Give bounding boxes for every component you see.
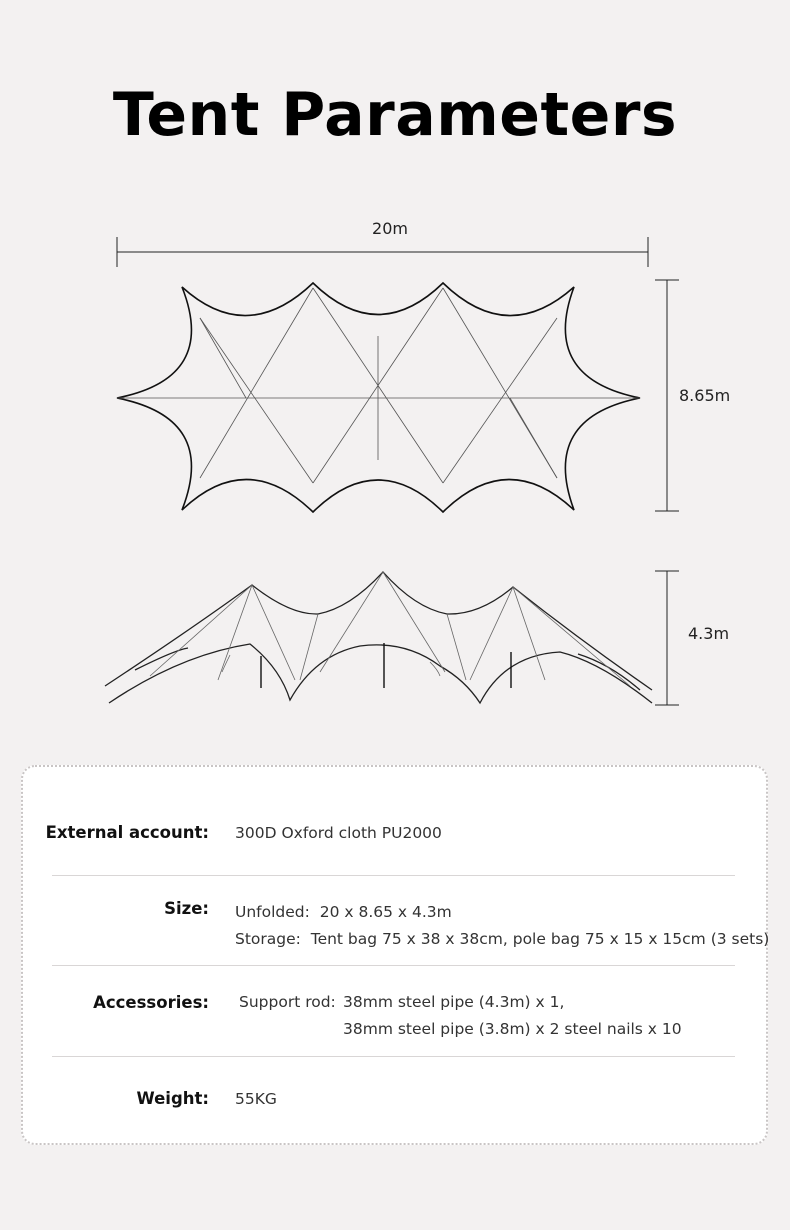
tent-side-view-details <box>150 572 630 686</box>
accessories-line-1: 38mm steel pipe (4.3m) x 1, <box>343 993 565 1011</box>
size-unfolded-value: 20 x 8.65 x 4.3m <box>319 903 452 921</box>
accessories-key: Support rod: <box>239 993 336 1011</box>
size-value <box>235 899 769 953</box>
divider <box>52 965 735 966</box>
weight-value: 55KG <box>235 1090 277 1108</box>
material-value: 300D Oxford cloth PU2000 <box>235 824 442 842</box>
size-storage <box>235 926 769 953</box>
tent-side-view-poles <box>261 643 511 688</box>
size-storage-key: Storage: <box>235 930 301 948</box>
size-storage-value: Tent bag 75 x 38 x 38cm, pole bag 75 x 15 x 15cm (3 sets) <box>310 930 770 948</box>
material-label: External account: <box>45 823 209 842</box>
spec-card <box>21 765 768 1145</box>
weight-label: Weight: <box>136 1089 209 1108</box>
height-label: 4.3m <box>688 624 730 643</box>
size-unfolded-key: Unfolded: <box>235 903 310 921</box>
depth-label: 8.65m <box>679 386 731 405</box>
width-label: 20m <box>372 219 408 238</box>
size-label: Size: <box>164 899 209 918</box>
tent-top-view-frame <box>117 288 640 483</box>
page-title: Tent Parameters <box>112 80 678 150</box>
divider <box>52 875 735 876</box>
accessories-line-2: 38mm steel pipe (3.8m) x 2 steel nails x 10 <box>343 1020 682 1038</box>
size-unfolded <box>235 899 769 926</box>
tent-side-view <box>105 572 652 703</box>
accessories-label: Accessories: <box>93 993 209 1012</box>
divider <box>52 1056 735 1057</box>
tent-top-view <box>117 283 640 512</box>
